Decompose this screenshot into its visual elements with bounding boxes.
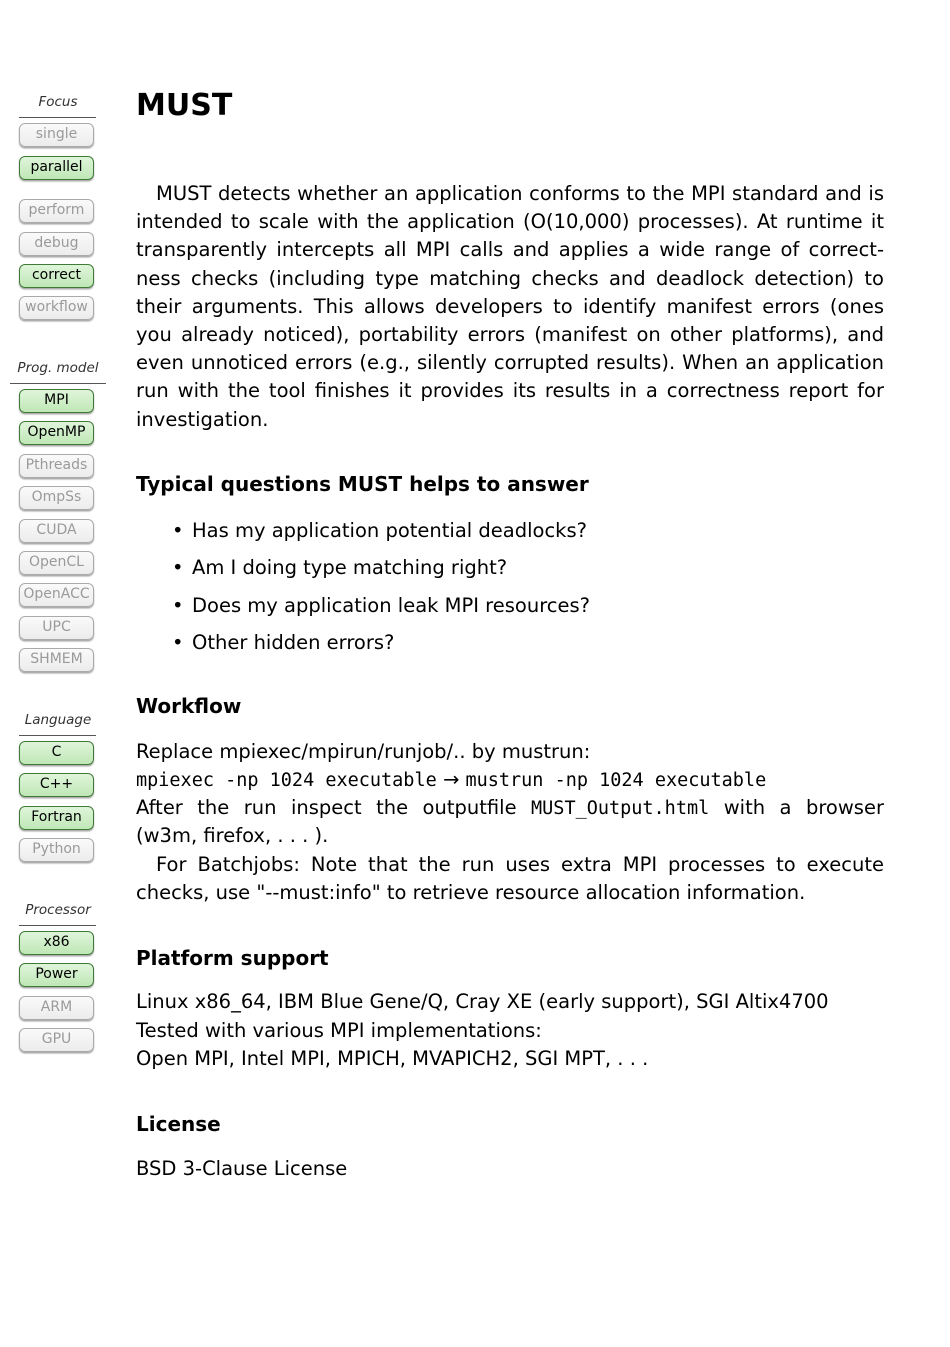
list-item: • Other hidden errors? bbox=[172, 631, 395, 655]
category-divider bbox=[19, 117, 96, 118]
tag-ompss: OmpSs bbox=[19, 486, 94, 510]
bullet-icon: • bbox=[172, 556, 184, 580]
workflow-heading: Workflow bbox=[136, 694, 242, 718]
platform-line: Tested with various MPI implementations: bbox=[136, 1019, 542, 1042]
arrow-icon: → bbox=[442, 768, 460, 791]
tag-correct: correct bbox=[19, 264, 94, 288]
tag-debug: debug bbox=[19, 232, 94, 256]
category-divider bbox=[10, 383, 106, 384]
tag-arm: ARM bbox=[19, 996, 94, 1020]
tag-pthreads: Pthreads bbox=[19, 454, 94, 478]
questions-list bbox=[172, 517, 590, 667]
platform-line: Linux x86_64, IBM Blue Gene/Q, Cray XE (early support), SGI Altix4700 bbox=[136, 990, 829, 1013]
tag-workflow: workflow bbox=[19, 296, 94, 320]
workflow-inspect-line: After the run inspect the outputfile MUST_Output.html with a browser bbox=[136, 796, 884, 819]
tag-c: C bbox=[19, 741, 94, 765]
command-after: mustrun -np 1024 executable bbox=[465, 770, 767, 791]
tag-perform: perform bbox=[19, 199, 94, 223]
tag-python: Python bbox=[19, 838, 94, 862]
category-label-processor: Processor bbox=[25, 902, 91, 918]
tag-cuda: CUDA bbox=[19, 519, 94, 543]
tag-mpi: MPI bbox=[19, 389, 94, 413]
command-before: mpiexec -np 1024 executable bbox=[136, 770, 437, 791]
bullet-icon: • bbox=[172, 631, 184, 655]
platform-heading: Platform support bbox=[136, 946, 329, 970]
category-divider bbox=[19, 735, 96, 736]
output-filename: MUST_Output.html bbox=[531, 798, 710, 819]
tag-openmp: OpenMP bbox=[19, 421, 94, 445]
workflow-batch-paragraph: For Batchjobs: Note that the run uses extra MPI processes to execute checks, use "--must:info" to retrieve resource allocation information. bbox=[136, 853, 884, 904]
tag-fortran: Fortran bbox=[19, 806, 94, 830]
list-item: • Has my application potential deadlocks? bbox=[172, 519, 587, 542]
tag-cpp: C++ bbox=[19, 773, 94, 797]
list-item: • Am I doing type matching right? bbox=[172, 556, 508, 580]
category-label-focus: Focus bbox=[38, 94, 78, 110]
tag-opencl: OpenCL bbox=[19, 551, 94, 575]
tag-shmem: SHMEM bbox=[19, 648, 94, 672]
tag-gpu: GPU bbox=[19, 1028, 94, 1052]
tag-x86: x86 bbox=[19, 931, 94, 955]
license-heading: License bbox=[136, 1112, 221, 1136]
workflow-command-line bbox=[136, 766, 766, 795]
tag-parallel: parallel bbox=[19, 156, 94, 180]
tag-single: single bbox=[19, 123, 94, 147]
tag-power: Power bbox=[19, 963, 94, 987]
platform-line: Open MPI, Intel MPI, MPICH, MVAPICH2, SGI MPT, . . . bbox=[136, 1047, 649, 1070]
questions-heading: Typical questions MUST helps to answer bbox=[136, 472, 589, 496]
category-label-language: Language bbox=[24, 712, 92, 728]
page-title: MUST bbox=[136, 88, 233, 123]
workflow-replace-line: Replace mpiexec/mpirun/runjob/.. by mustrun: bbox=[136, 740, 591, 763]
license-text: BSD 3-Clause License bbox=[136, 1157, 348, 1180]
category-divider bbox=[19, 925, 96, 926]
list-item: • Does my application leak MPI resources? bbox=[172, 593, 591, 617]
intro-paragraph: MUST detects whether an application conforms to the MPI standard and is intended to scale with the application (O(10,000) processes). At runtime it transparently intercepts all MPI calls and applies a wide range of correctness checks (including type matching checks and deadlock detection) to their arguments. This allows developers to identify manifest errors (ones you already noticed), portability errors (manifest on other platforms), and even unnoticed errors (e.g., silently corrupted results). When an application run with the tool finishes it provides its results in a correctness report for investigation. bbox=[136, 182, 884, 431]
tag-openacc: OpenACC bbox=[19, 583, 94, 607]
category-label-prog-model: Prog. model bbox=[17, 360, 99, 376]
workflow-browsers-line: (w3m, firefox, . . . ). bbox=[136, 824, 329, 847]
bullet-icon: • bbox=[172, 519, 184, 542]
tag-upc: UPC bbox=[19, 616, 94, 640]
bullet-icon: • bbox=[172, 593, 184, 617]
sidebar bbox=[0, 0, 120, 1347]
